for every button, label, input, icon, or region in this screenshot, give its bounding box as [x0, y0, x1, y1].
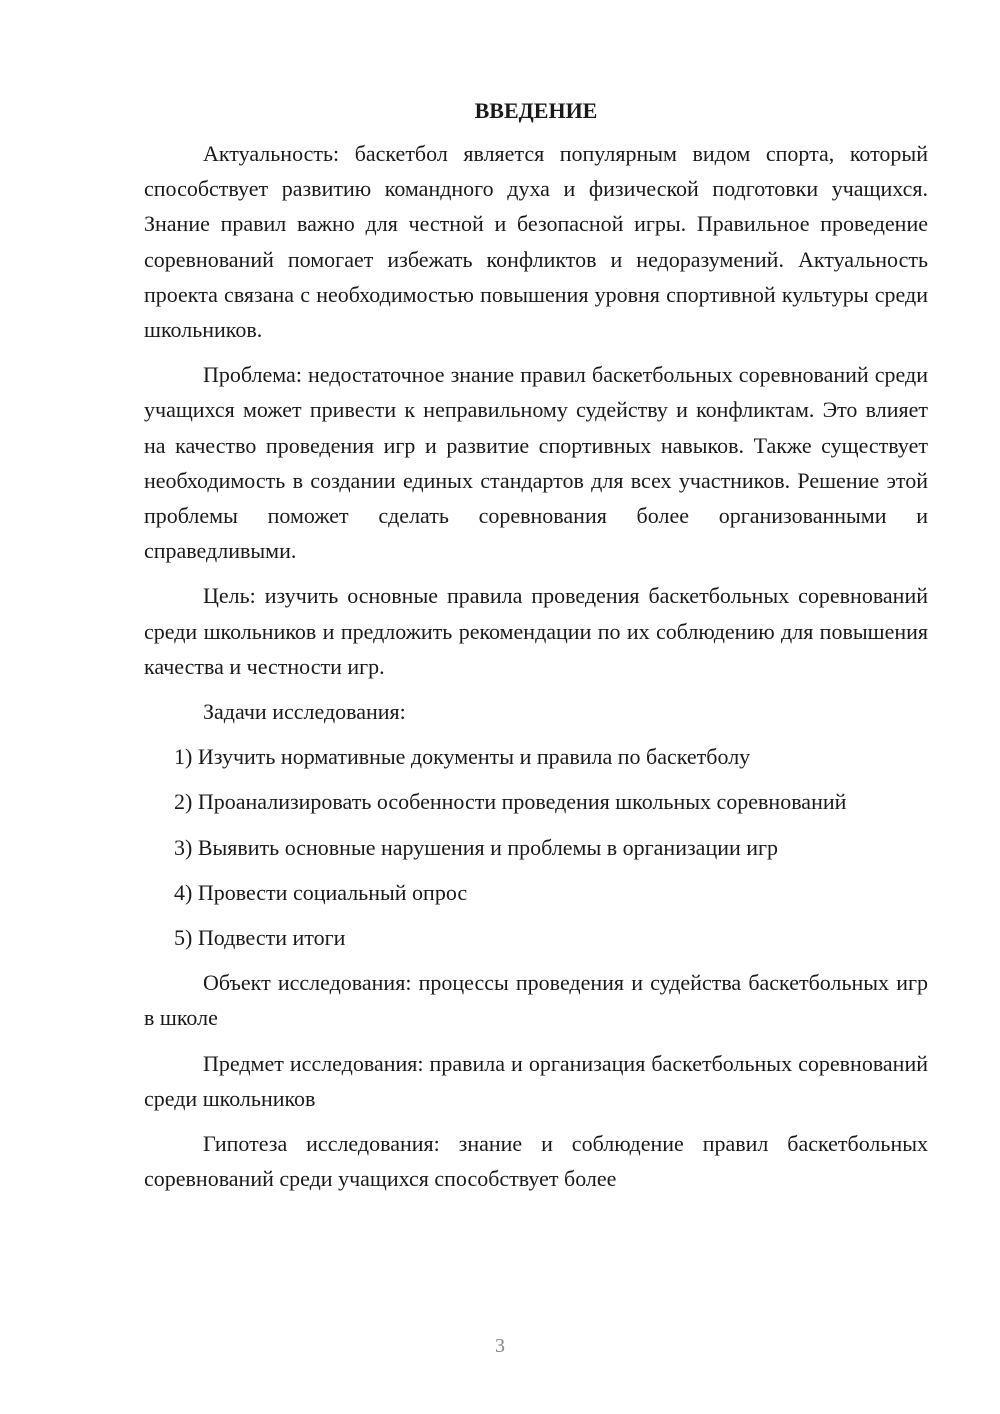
subject-paragraph: Предмет исследования: правила и организация баскетбольных соревнований среди школьников: [144, 1050, 928, 1111]
task-item-4: 4) Провести социальный опрос: [174, 879, 468, 905]
problem-paragraph: Проблема: недостаточное знание правил баскетбольных соревнований среди учащихся может привести к неправильному судейству и конфликтам. Это влияет на качество проведения игр и развитие спортивных навыков. Также существует необходимость в создании единых стандартов для всех участников. Решение этой проблемы поможет сделать соревнования более организованными и справедливыми.: [144, 362, 928, 564]
section-heading: ВВЕДЕНИЕ: [474, 98, 598, 123]
object-paragraph: Объект исследования: процессы проведения и судейства баскетбольных игр в школе: [144, 970, 928, 1031]
task-item-3: 3) Выявить основные нарушения и проблемы в организации игр: [174, 834, 779, 860]
document-page: [144, 96, 928, 1206]
task-item-2: 2) Проанализировать особенности проведения школьных соревнований: [174, 789, 847, 815]
hypothesis-paragraph: Гипотеза исследования: знание и соблюдение правил баскетбольных соревнований среди учащихся способствует более: [144, 1131, 928, 1192]
task-item-5: 5) Подвести итоги: [174, 925, 346, 951]
relevance-paragraph: Актуальность: баскетбол является популярным видом спорта, который способствует развитию командного духа и физической подготовки учащихся. Знание правил важно для честной и безопасной игры. Правильное проведение соревнований помогает избежать конфликтов и недоразумений. Актуальность проекта связана с необходимостью повышения уровня спортивной культуры среди школьников.: [144, 141, 928, 343]
goal-paragraph: Цель: изучить основные правила проведения баскетбольных соревнований среди школьников и предложить рекомендации по их соблюдению для повышения качества и честности игр.: [144, 583, 928, 679]
page-number: 3: [495, 1335, 505, 1357]
task-item-1: 1) Изучить нормативные документы и правила по баскетболу: [174, 744, 751, 770]
tasks-title: Задачи исследования:: [203, 699, 406, 725]
